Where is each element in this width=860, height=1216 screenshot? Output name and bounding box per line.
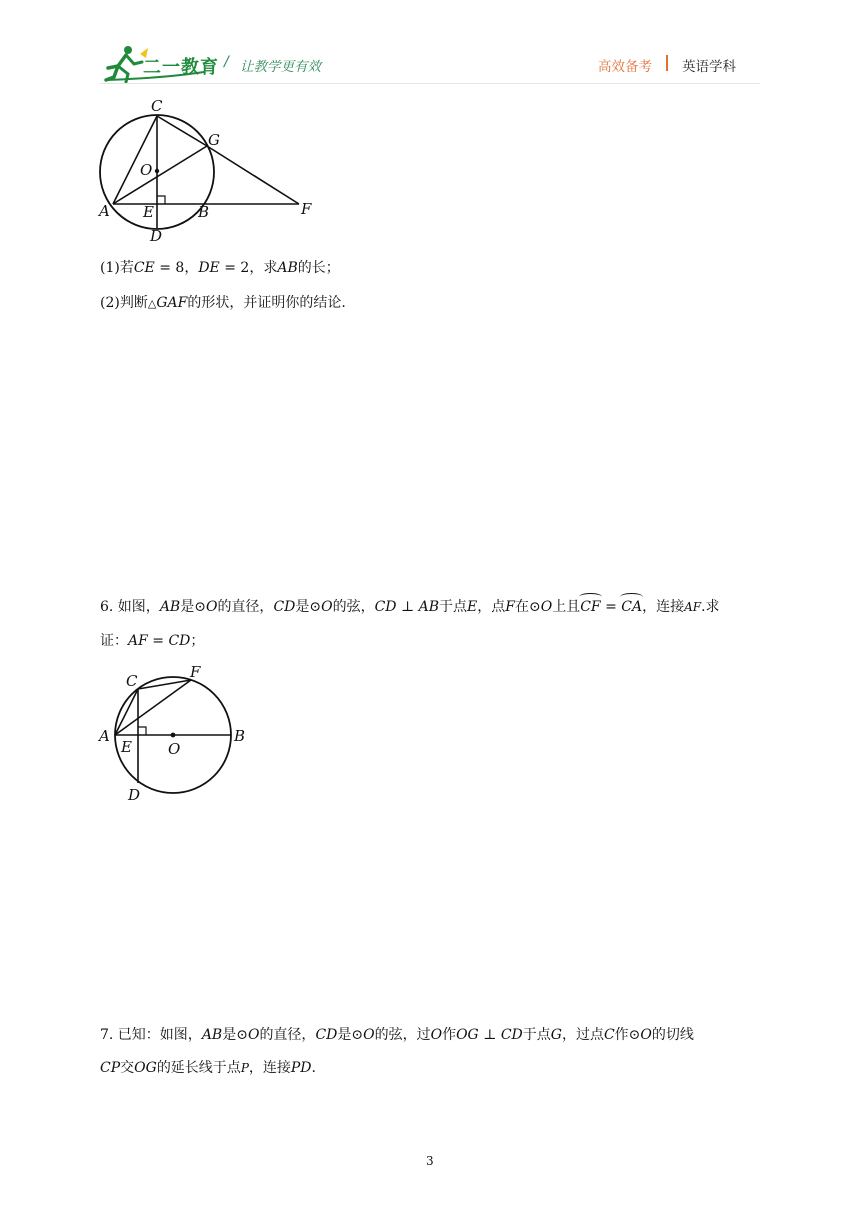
q6-o2: O [321, 599, 333, 615]
fig5-label-d: D [150, 227, 163, 245]
q6-t9: ，连接 [642, 599, 685, 615]
q6-line1 [100, 597, 720, 617]
brand-name: 二一教育 [143, 57, 219, 78]
q5-p2-prefix: (2)判断 [100, 295, 148, 311]
q6-cd2: CD [374, 599, 397, 615]
q5-p1-eq1: = 8 [154, 260, 185, 276]
q5-p1-ce: CE [133, 260, 155, 276]
figure-q5 [96, 96, 336, 246]
fig6-center-dot [171, 733, 176, 738]
q5-p2-gaf: GAF [156, 295, 188, 311]
q7-o3: O [430, 1027, 443, 1043]
q6-l2-t2: ； [190, 633, 205, 649]
q5-p1-sep: ， [184, 260, 199, 276]
q6-perp: ⊥ [396, 599, 419, 615]
q5-part2 [100, 293, 346, 314]
q5-p1-mid: ，求 [249, 260, 278, 276]
q6-t3: 是⊙ [295, 599, 322, 615]
fig6-right-angle [138, 727, 146, 735]
q7-og: OG [456, 1027, 479, 1043]
q7-l2-t3: ，连接 [248, 1060, 291, 1076]
q6-t8: 上且 [552, 599, 581, 615]
q6-t10: .求 [701, 599, 720, 615]
q6-t4: 的弦， [332, 599, 375, 615]
fig6-label-c: C [126, 672, 138, 690]
fig6-label-e: E [121, 738, 132, 756]
q7-line2 [100, 1058, 316, 1078]
q5-part1 [100, 258, 340, 278]
page-header [0, 0, 860, 92]
q7-l2-t4: . [311, 1060, 316, 1076]
q6-f: F [505, 599, 515, 615]
q5-p1-eq2: = 2 [219, 260, 250, 276]
q5-p1-de: DE [198, 260, 220, 276]
header-separator [666, 55, 668, 71]
q6-eq: = [600, 599, 622, 615]
q7-t7: ，过点 [561, 1027, 604, 1043]
fig5-label-b: B [198, 203, 210, 221]
q7-o1: O [247, 1027, 260, 1043]
q7-t4: 的弦，过 [374, 1027, 431, 1043]
fig5-label-g: G [208, 131, 220, 149]
header-rule [100, 83, 760, 84]
q7-cp: CP [100, 1060, 121, 1076]
q6-t6: ，点 [477, 599, 506, 615]
q6-t5: 于点 [439, 599, 468, 615]
q6-line2 [100, 631, 204, 651]
header-subject: 英语学科 [682, 59, 736, 75]
q6-ab2: AB [418, 599, 440, 615]
fig6-label-d: D [128, 786, 141, 804]
q6-e: E [467, 599, 478, 615]
q5-p2-suffix: 的形状，并证明你的结论. [187, 295, 346, 311]
q7-t9: 的切线 [651, 1027, 694, 1043]
q6-t2: 的直径， [217, 599, 274, 615]
fig5-label-o: O [140, 161, 153, 179]
q6-l2-cd: CD [168, 633, 191, 649]
fig6-label-o: O [168, 740, 181, 758]
q7-t8: 作⊙ [614, 1027, 641, 1043]
q7-t6: 于点 [522, 1027, 551, 1043]
figure-q6 [96, 660, 256, 810]
fig5-line-gf [207, 146, 299, 204]
q7-l2-pd: PD [290, 1060, 312, 1076]
q6-l2-af: AF [128, 633, 148, 649]
q6-arc-cf: CF [580, 599, 601, 615]
q7-c: C [603, 1027, 615, 1043]
fig6-label-a: A [99, 727, 110, 745]
q7-t1: 是⊙ [222, 1027, 248, 1043]
q7-t5: 作 [442, 1027, 457, 1043]
fig5-label-c: C [151, 97, 163, 115]
q7-line1 [100, 1025, 694, 1045]
header-slash: / [224, 54, 229, 70]
fig5-center-dot [155, 169, 159, 173]
q7-l2-og: OG [134, 1060, 157, 1076]
q7-t2: 的直径， [259, 1027, 316, 1043]
fig6-label-b: B [234, 727, 246, 745]
q6-l2-t1: 证： [100, 633, 128, 649]
q7-l2-p: P [240, 1061, 249, 1075]
page-number: 3 [426, 1154, 434, 1168]
q7-l2-t1: 交 [120, 1060, 135, 1076]
fig5-label-f: F [301, 200, 312, 218]
q6-t1: 是⊙ [180, 599, 206, 615]
brand-slogan: 让教学更有效 [240, 59, 321, 75]
triangle-symbol: △ [147, 297, 157, 310]
q5-p1-prefix: (1)若 [100, 260, 134, 276]
q6-o1: O [205, 599, 218, 615]
q7-perp: ⊥ [478, 1027, 501, 1043]
q7-cd: CD [315, 1027, 338, 1043]
q5-p1-ab: AB [277, 260, 298, 276]
fig5-label-e: E [143, 203, 154, 221]
q7-g: G [550, 1027, 562, 1043]
q7-ab: AB [201, 1027, 223, 1043]
q7-o4: O [640, 1027, 652, 1043]
q7-cd2: CD [500, 1027, 523, 1043]
q7-num: 7. 已知：如图， [100, 1027, 202, 1043]
fig6-line-ac [115, 689, 138, 735]
q6-cd: CD [273, 599, 296, 615]
q7-o2: O [363, 1027, 375, 1043]
fig6-label-f: F [190, 663, 201, 681]
q6-o3: O [540, 599, 553, 615]
q6-ab: AB [159, 599, 181, 615]
q6-af: AF [684, 600, 702, 614]
q7-l2-t2: 的延长线于点 [156, 1060, 241, 1076]
q6-t7: 在⊙ [514, 599, 541, 615]
fig5-label-a: A [99, 202, 110, 220]
q7-t3: 是⊙ [337, 1027, 364, 1043]
q6-l2-eq: = [147, 633, 169, 649]
q5-p1-suffix: 的长； [297, 260, 340, 276]
q6-num: 6. 如图， [100, 599, 160, 615]
q6-arc-ca: CA [621, 599, 643, 615]
header-exam-prep: 高效备考 [598, 59, 652, 75]
fig5-right-angle [157, 196, 165, 204]
